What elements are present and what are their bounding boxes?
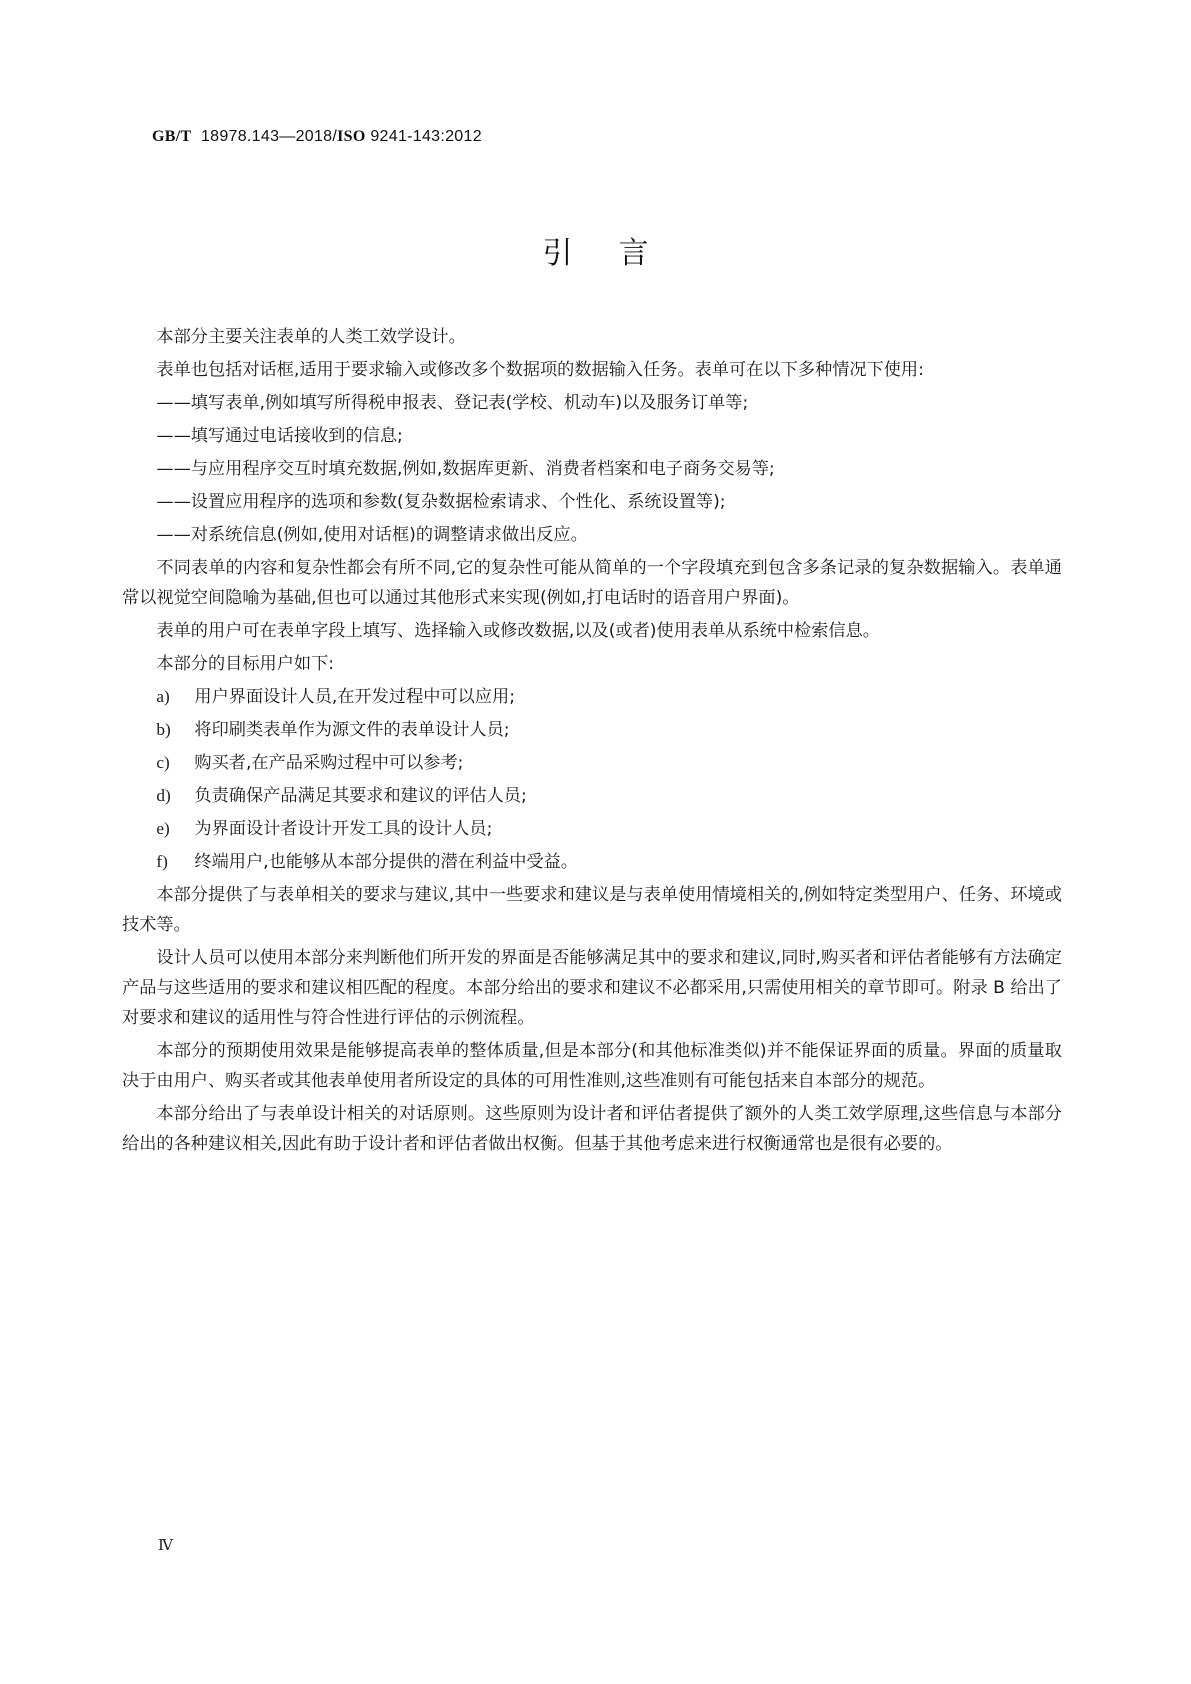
document-header — [152, 128, 482, 146]
list-item-text: 用户界面设计人员,在开发过程中可以应用; — [194, 687, 516, 707]
paragraph-designers: 设计人员可以使用本部分来判断他们所开发的界面是否能够满足其中的要求和建议,同时,购买者和评估者能够有方法确定产品与这些适用的要求和建议相匹配的程度。本部分给出的要求和建议不必都采用,只需使用相关的章节即可。附录 B 给出了对要求和建议的适用性与符合性进行评估的示例流程。 — [122, 948, 1062, 1028]
paragraph-target-users: 本部分的目标用户如下: — [156, 654, 335, 674]
paragraph-quality: 本部分的预期使用效果是能够提高表单的整体质量,但是本部分(和其他标准类似)并不能保证界面的质量。界面的质量取决于由用户、购买者或其他表单使用者所设定的具体的可用性准则,这些准则有可能包括来自本部分的规范。 — [122, 1041, 1062, 1091]
paragraph-intro: 本部分主要关注表单的人类工效学设计。 — [156, 327, 466, 347]
list-marker: f) — [156, 852, 168, 871]
page-number: Ⅳ — [158, 1538, 173, 1554]
list-item-text: 终端用户,也能够从本部分提供的潜在利益中受益。 — [194, 852, 578, 872]
dash-list-item: ——对系统信息(例如,使用对话框)的调整请求做出反应。 — [156, 525, 588, 545]
paragraph-complexity: 不同表单的内容和复杂性都会有所不同,它的复杂性可能从简单的一个字段填充到包含多条记录的复杂数据输入。表单通常以视觉空间隐喻为基础,但也可以通过其他形式来实现(例如,打电话时的语音用户界面)。 — [122, 558, 1062, 608]
iso-number: 9241-143:2012 — [370, 128, 482, 145]
list-marker: a) — [156, 687, 170, 706]
lettered-list-item — [122, 814, 1062, 844]
list-marker: c) — [156, 753, 170, 772]
standard-prefix: GB/T — [152, 128, 192, 145]
list-item-text: 为界面设计者设计开发工具的设计人员; — [194, 819, 493, 839]
lettered-list-item — [122, 847, 1062, 877]
document-body — [122, 322, 1062, 1162]
lettered-list-item — [122, 781, 1062, 811]
dash-list-item: ——填写通过电话接收到的信息; — [156, 426, 403, 446]
dash-list-item: ——设置应用程序的选项和参数(复杂数据检索请求、个性化、系统设置等); — [156, 492, 726, 512]
list-item-text: 负责确保产品满足其要求和建议的评估人员; — [194, 786, 527, 806]
lettered-list-item — [122, 748, 1062, 778]
paragraph-requirements: 本部分提供了与表单相关的要求与建议,其中一些要求和建议是与表单使用情境相关的,例如特定类型用户、任务、环境或技术等。 — [122, 885, 1062, 935]
dash-list-item: ——与应用程序交互时填充数据,例如,数据库更新、消费者档案和电子商务交易等; — [156, 459, 775, 479]
lettered-list-item — [122, 715, 1062, 745]
list-item-text: 购买者,在产品采购过程中可以参考; — [194, 753, 464, 773]
list-marker: d) — [156, 786, 171, 805]
list-marker: e) — [156, 819, 170, 838]
iso-prefix: ISO — [337, 128, 366, 145]
page-title: 引言 — [542, 236, 695, 271]
paragraph-form-users: 表单的用户可在表单字段上填写、选择输入或修改数据,以及(或者)使用表单从系统中检索信息。 — [156, 621, 880, 641]
paragraph-dialogue-principles: 本部分给出了与表单设计相关的对话原则。这些原则为设计者和评估者提供了额外的人类工效学原理,这些信息与本部分给出的各种建议相关,因此有助于设计者和评估者做出权衡。但基于其他考虑来进行权衡通常也是很有必要的。 — [122, 1104, 1062, 1154]
list-item-text: 将印刷类表单作为源文件的表单设计人员; — [194, 720, 510, 740]
standard-number: 18978.143—2018/ — [200, 128, 338, 145]
dash-list-item: ——填写表单,例如填写所得税申报表、登记表(学校、机动车)以及服务订单等; — [156, 393, 749, 413]
list-marker: b) — [156, 720, 171, 739]
paragraph-forms-usage: 表单也包括对话框,适用于要求输入或修改多个数据项的数据输入任务。表单可在以下多种情况下使用: — [156, 360, 924, 380]
lettered-list-item — [122, 682, 1062, 712]
